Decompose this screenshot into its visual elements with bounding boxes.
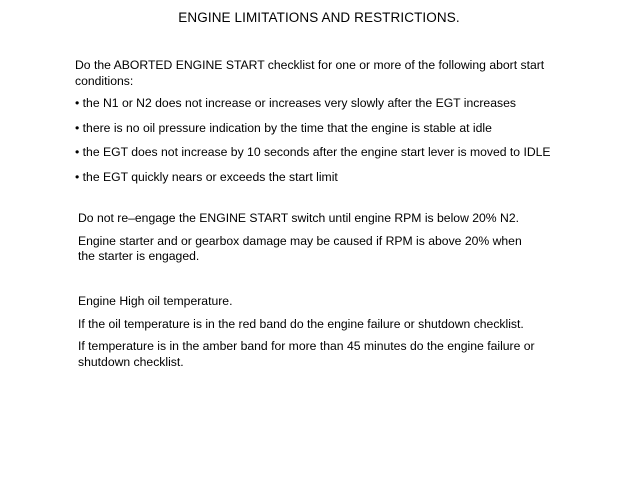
bullet-item: • the EGT quickly nears or exceeds the start limit <box>75 169 338 184</box>
oil-red-band-rule: If the oil temperature is in the red band do the engine failure or shutdown checklist. <box>78 316 524 331</box>
abort-start-intro-line-1: Do the ABORTED ENGINE START checklist for one or more of the following abort start <box>75 58 545 72</box>
oil-temperature-section <box>78 294 535 370</box>
abort-start-section <box>75 58 551 185</box>
starter-damage-line-2: the starter is engaged. <box>78 249 200 263</box>
page-title: ENGINE LIMITATIONS AND RESTRICTIONS. <box>178 10 460 25</box>
starter-damage-line-1: Engine starter and or gearbox damage may be caused if RPM is above 20% when <box>78 233 522 248</box>
starter-rpm-rule: Do not re–engage the ENGINE START switch until engine RPM is below 20% N2. <box>78 211 519 225</box>
bullet-item: • there is no oil pressure indication by the time that the engine is stable at idle <box>75 120 492 135</box>
abort-start-intro-line-2: conditions: <box>75 73 134 88</box>
oil-temperature-heading: Engine High oil temperature. <box>78 294 233 308</box>
oil-amber-band-line-1: If temperature is in the amber band for more than 45 minutes do the engine failure or <box>78 339 535 353</box>
oil-amber-band-line-2: shutdown checklist. <box>78 354 184 369</box>
bullet-item: • the N1 or N2 does not increase or increases very slowly after the EGT increases <box>75 96 516 110</box>
starter-section <box>78 211 522 265</box>
bullet-item: • the EGT does not increase by 10 seconds after the engine start lever is moved to IDLE <box>75 145 551 159</box>
